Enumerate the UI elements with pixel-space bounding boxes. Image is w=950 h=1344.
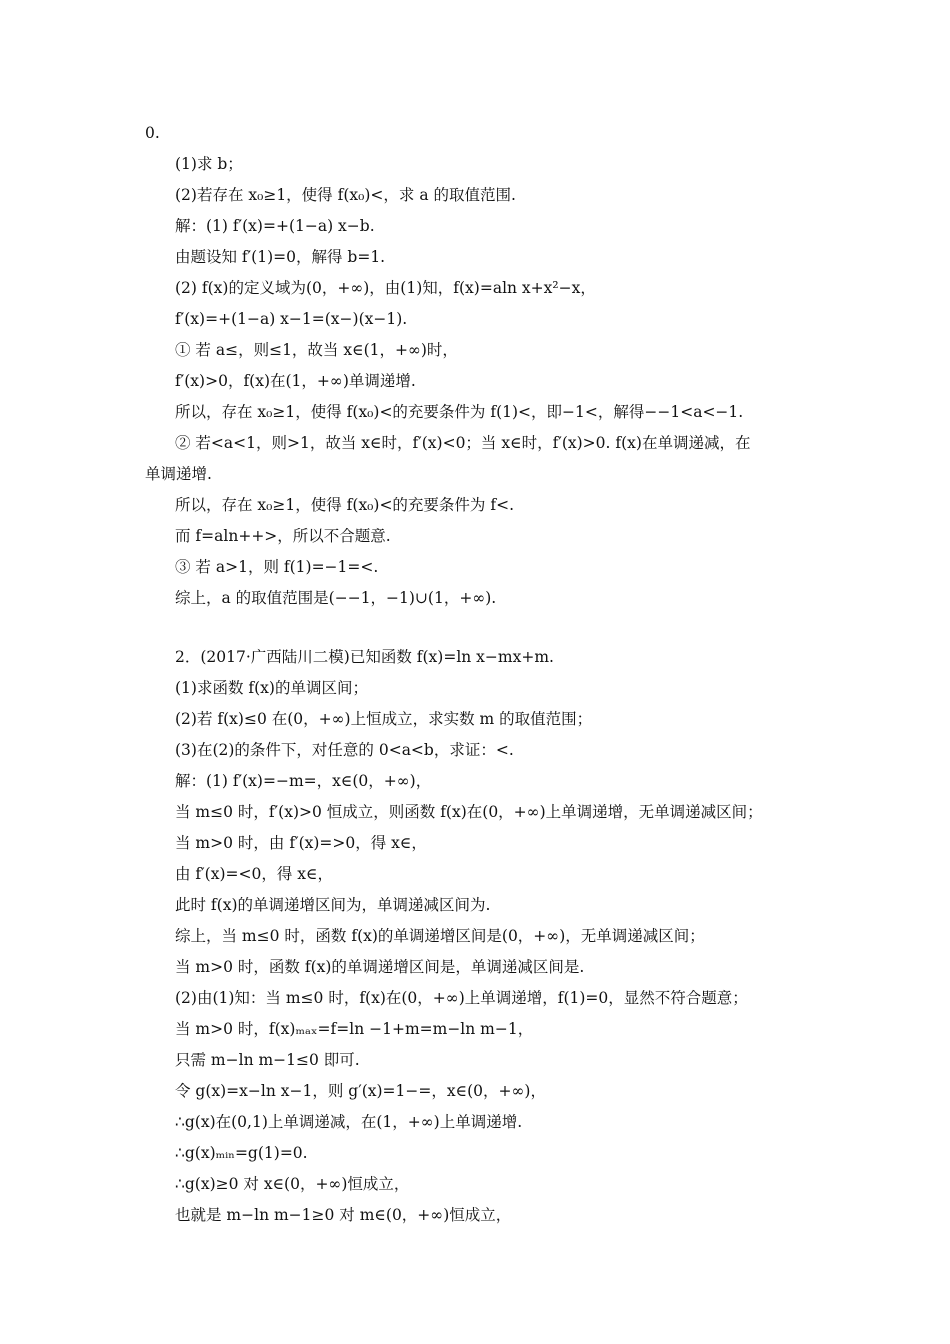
text-line: 解：(1) f′(x)=−m=，x∈(0，+∞)， [175,772,432,790]
text-line: ∴g(x)在(0,1)上单调递减，在(1，+∞)上单调递增. [175,1113,523,1131]
text-line: 综上，a 的取值范围是(−−1，−1)∪(1，+∞). [175,589,497,607]
text-line: 当 m>0 时，由 f′(x)=>0，得 x∈， [175,834,427,852]
text-line: 而 f=aln++>，所以不合题意. [175,527,391,545]
text-line: 此时 f(x)的单调递增区间为，单调递减区间为. [175,896,491,914]
text-line: 也就是 m−ln m−1≥0 对 m∈(0，+∞)恒成立， [175,1206,512,1224]
problem-heading: 2．(2017·广西陆川二模)已知函数 f(x)=ln x−mx+m. [175,648,554,666]
text-line: 由 f′(x)=<0，得 x∈， [175,865,333,883]
text-line: ③ 若 a>1，则 f(1)=−1=<. [175,558,379,576]
text-line: ① 若 a≤，则≤1，故当 x∈(1，+∞)时， [175,341,458,359]
text-line: 当 m≤0 时，f′(x)>0 恒成立，则函数 f(x)在(0，+∞)上单调递增，无单调递减区间； [175,803,763,821]
text-line: (2) f(x)的定义域为(0，+∞)，由(1)知，f(x)=aln x+x²−x， [175,279,596,297]
text-line: (1)求 b； [175,155,243,173]
text-line: 解：(1) f′(x)=+(1−a) x−b. [175,217,375,235]
text-line: ② 若<a<1，则>1，故当 x∈时，f′(x)<0；当 x∈时，f′(x)>0. f(x)在单调递减，在 [175,434,751,452]
text-line: 当 m>0 时，f(x)ₘₐₓ=f=ln −1+m=m−ln m−1， [175,1020,534,1038]
text-line: 当 m>0 时，函数 f(x)的单调递增区间是，单调递减区间是. [175,958,585,976]
text-line: 综上，当 m≤0 时，函数 f(x)的单调递增区间是(0，+∞)，无单调递减区间； [175,927,705,945]
text-line: 只需 m−ln m−1≤0 即可. [175,1051,360,1069]
text-line: 所以，存在 x₀≥1，使得 f(x₀)<的充要条件为 f(1)<，即−1<，解得−−1<a<−1. [175,403,744,421]
text-line: (2)若存在 x₀≥1，使得 f(x₀)<，求 a 的取值范围. [175,186,516,204]
text-line: ∴g(x)≥0 对 x∈(0，+∞)恒成立， [175,1175,410,1193]
text-line: (2)由(1)知：当 m≤0 时，f(x)在(0，+∞)上单调递增，f(1)=0，显然不符合题意； [175,989,748,1007]
text-line: f′(x)>0，f(x)在(1，+∞)单调递增. [175,372,416,390]
text-line: (3)在(2)的条件下，对任意的 0<a<b，求证：<. [175,741,514,759]
text-line: 所以，存在 x₀≥1，使得 f(x₀)<的充要条件为 f<. [175,496,515,514]
text-line: 令 g(x)=x−ln x−1，则 g′(x)=1−=，x∈(0，+∞)， [175,1082,546,1100]
text-line: 0. [145,124,160,142]
text-line: (1)求函数 f(x)的单调区间； [175,679,368,697]
text-line: 单调递增. [145,465,212,483]
text-line: (2)若 f(x)≤0 在(0，+∞)上恒成立，求实数 m 的取值范围； [175,710,593,728]
text-line: 由题设知 f′(1)=0，解得 b=1. [175,248,386,266]
text-line: f′(x)=+(1−a) x−1=(x−)(x−1). [175,310,408,328]
text-line: ∴g(x)ₘᵢₙ=g(1)=0. [175,1144,308,1162]
